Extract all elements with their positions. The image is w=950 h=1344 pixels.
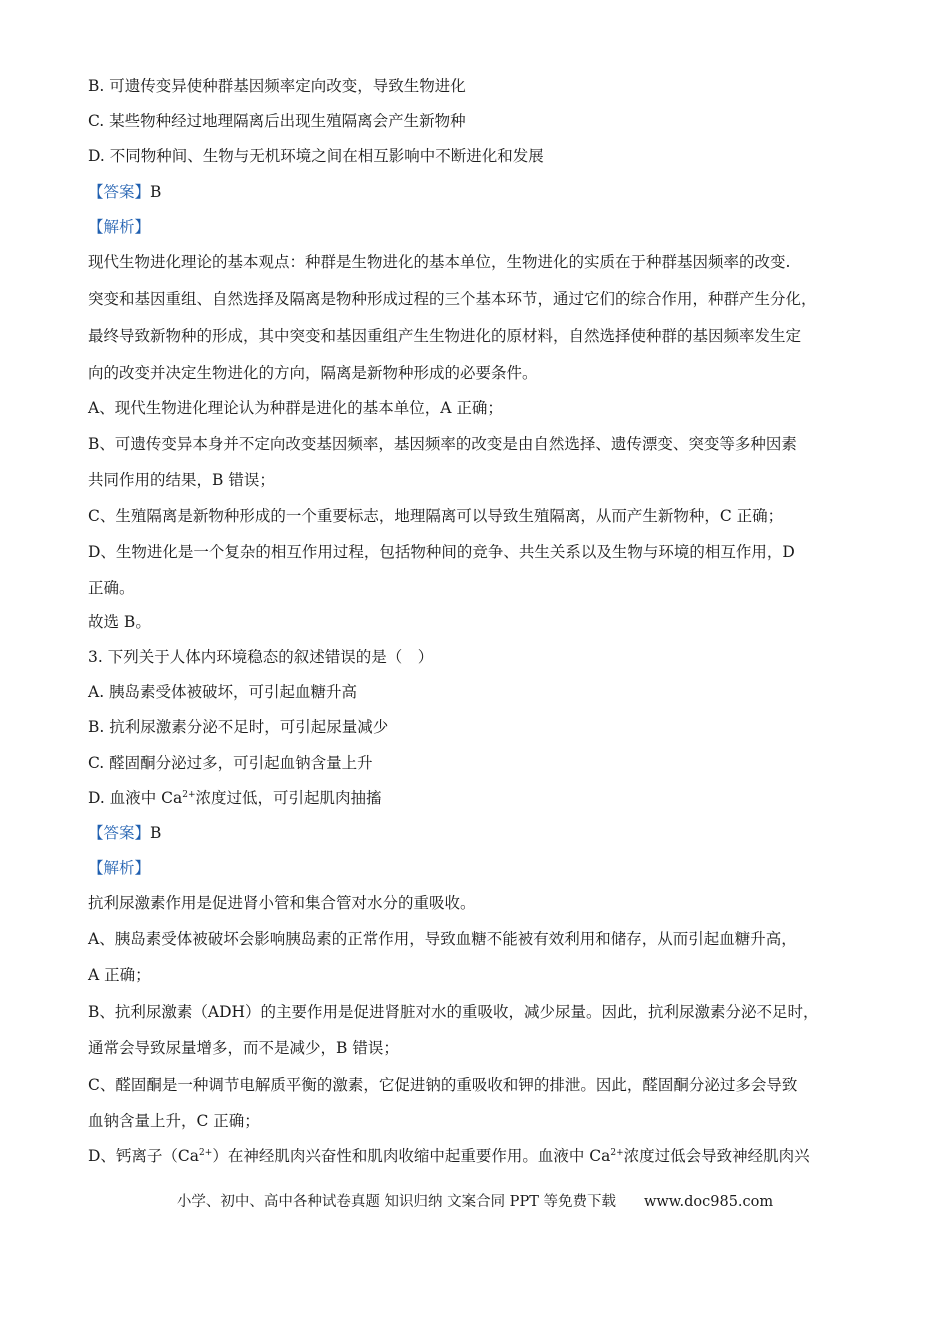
analysis-text: B、可遗传变异本身并不定向改变基因频率，基因频率的改变是由自然选择、遗传漂变、突变等多种因素 — [88, 435, 797, 453]
answer-line-q3 — [88, 822, 878, 844]
answer-value: B — [150, 824, 162, 842]
page-footer — [0, 1192, 950, 1212]
analysis-text: A、胰岛素受体被破坏会影响胰岛素的正常作用，导致血糖不能被有效利用和储存，从而引起血糖升高， — [88, 930, 797, 948]
analysis-text: 抗利尿激素作用是促进肾小管和集合管对水分的重吸收。 — [88, 894, 476, 912]
option-d-q2: D. 不同物种间、生物与无机环境之间在相互影响中不断进化和发展 — [88, 147, 544, 165]
option-d-q3: D. 血液中 $Ca^{2+}$浓度过低，可引起肌肉抽搐 — [88, 789, 382, 807]
analysis-text: 共同作用的结果，B 错误； — [88, 471, 275, 489]
footer-text: 小学、初中、高中各种试卷真题 知识归纳 文案合同 PPT 等免费下载 — [176, 1194, 616, 1210]
analysis-tag: 【解析】 — [88, 218, 151, 236]
analysis-text: 血钠含量上升，C 正确； — [88, 1112, 260, 1130]
analysis-text: C、醛固酮是一种调节电解质平衡的激素，它促进钠的重吸收和钾的排泄。因此，醛固酮分泌过多会导致 — [88, 1076, 798, 1094]
option-c-q2: C. 某些物种经过地理隔离后出现生殖隔离会产生新物种 — [88, 112, 466, 130]
analysis-text: A 正确； — [88, 966, 151, 984]
option-b-q3: B. 抗利尿激素分泌不足时，可引起尿量减少 — [88, 718, 389, 736]
analysis-text: 通常会导致尿量增多，而不是减少，B 错误； — [88, 1039, 399, 1057]
analysis-text: 向的改变并决定生物进化的方向，隔离是新物种形成的必要条件。 — [88, 364, 538, 382]
option-b-q2: B. 可遗传变异使种群基因频率定向改变，导致生物进化 — [88, 77, 466, 95]
answer-value: B — [150, 183, 162, 201]
question-3-stem: 3. 下列关于人体内环境稳态的叙述错误的是（ ） — [88, 648, 434, 666]
analysis-text: 正确。 — [88, 579, 135, 597]
analysis-text: B、抗利尿激素（ADH）的主要作用是促进肾脏对水的重吸收，减少尿量。因此，抗利尿激素分泌不足时， — [88, 1003, 819, 1021]
analysis-line-q3 — [88, 857, 878, 879]
analysis-text: 突变和基因重组、自然选择及隔离是物种形成过程的三个基本环节，通过它们的综合作用，种群产生分化， — [88, 290, 817, 308]
analysis-text: A、现代生物进化理论认为种群是进化的基本单位，A 正确； — [88, 399, 503, 417]
conclusion-text: 故选 B。 — [88, 613, 151, 631]
analysis-text: 现代生物进化理论的基本观点：种群是生物进化的基本单位，生物进化的实质在于种群基因频率的改变. — [88, 253, 791, 271]
option-a-q3: A. 胰岛素受体被破坏，可引起血糖升高 — [88, 683, 358, 701]
analysis-text: C、生殖隔离是新物种形成的一个重要标志，地理隔离可以导致生殖隔离，从而产生新物种，C 正确； — [88, 507, 784, 525]
analysis-tag: 【解析】 — [88, 859, 151, 877]
analysis-text: 最终导致新物种的形成，其中突变和基因重组产生生物进化的原材料，自然选择使种群的基因频率发生定 — [88, 327, 802, 345]
analysis-line-q2 — [88, 216, 878, 238]
answer-line-q2 — [88, 181, 878, 203]
answer-tag: 【答案】 — [88, 183, 151, 201]
answer-tag: 【答案】 — [88, 824, 151, 842]
footer-site-link[interactable]: www.doc985.com — [643, 1194, 774, 1210]
analysis-text: D、生物进化是一个复杂的相互作用过程，包括物种间的竞争、共生关系以及生物与环境的相互作用，D — [88, 543, 795, 561]
option-c-q3: C. 醛固酮分泌过多，可引起血钠含量上升 — [88, 754, 373, 772]
analysis-text: D、钙离子$(Ca^{2+})$在神经肌肉兴奋性和肌肉收缩中起重要作用。血液中 $Ca^{2+}$浓度过低会导致神经肌肉兴 — [88, 1147, 810, 1165]
